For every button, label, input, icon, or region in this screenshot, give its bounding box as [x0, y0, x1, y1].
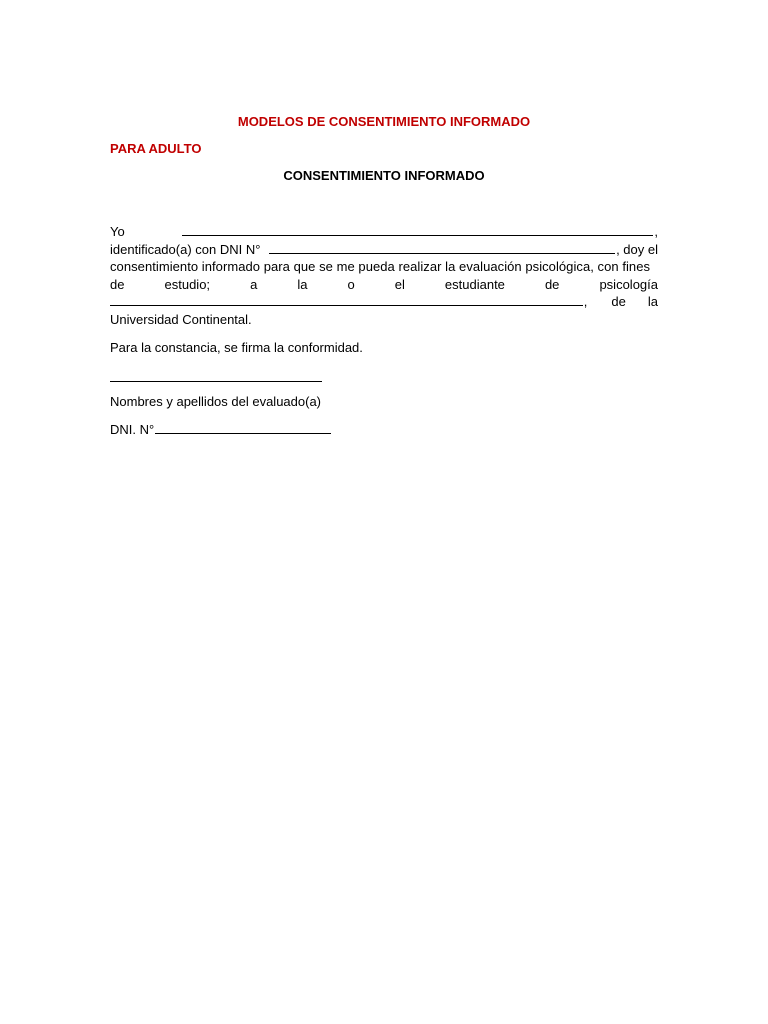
paragraph-line-2 [110, 241, 658, 259]
identificado-label: identificado(a) con DNI N° [110, 241, 261, 257]
paragraph-line-6 [110, 311, 658, 329]
de-label: de [611, 294, 626, 309]
word: la [297, 276, 308, 292]
paragraph-line-4 [110, 276, 658, 294]
word: a [250, 276, 258, 292]
yo-label: Yo [110, 224, 125, 239]
word: psicología [599, 276, 658, 292]
word: estudio; [164, 276, 211, 292]
dni-signature-blank[interactable] [155, 422, 331, 434]
paragraph-line-3 [110, 258, 658, 276]
word: el [394, 276, 405, 292]
main-title: MODELOS DE CONSENTIMIENTO INFORMADO [237, 114, 531, 129]
word: de [110, 276, 125, 292]
dni-label: DNI. N° [110, 422, 155, 437]
paragraph-line-1 [110, 223, 658, 241]
paragraph-line-5 [110, 293, 658, 311]
university-name: Universidad Continental. [110, 311, 252, 327]
name-blank[interactable] [182, 224, 654, 236]
evaluado-label: Nombres y apellidos del evaluado(a) [110, 394, 322, 409]
la-label: la [647, 294, 658, 309]
dni-row [110, 422, 331, 437]
doy-el-label: , doy el [616, 241, 658, 257]
student-name-blank[interactable] [110, 294, 583, 306]
comma: , [654, 224, 658, 239]
word: estudiante [444, 276, 505, 292]
comma: , [583, 294, 588, 309]
subtitle: PARA ADULTO [110, 141, 202, 156]
consent-text: consentimiento informado para que se me pueda realizar la evaluación psicológica, con fines [110, 259, 651, 274]
consent-paragraph [110, 223, 658, 328]
constancia-text: Para la constancia, se firma la conformidad. [110, 340, 363, 355]
signature-line[interactable] [110, 381, 322, 382]
word: de [544, 276, 560, 292]
document-title: CONSENTIMIENTO INFORMADO [283, 168, 485, 183]
dni-blank[interactable] [269, 242, 615, 254]
word: o [347, 276, 355, 292]
